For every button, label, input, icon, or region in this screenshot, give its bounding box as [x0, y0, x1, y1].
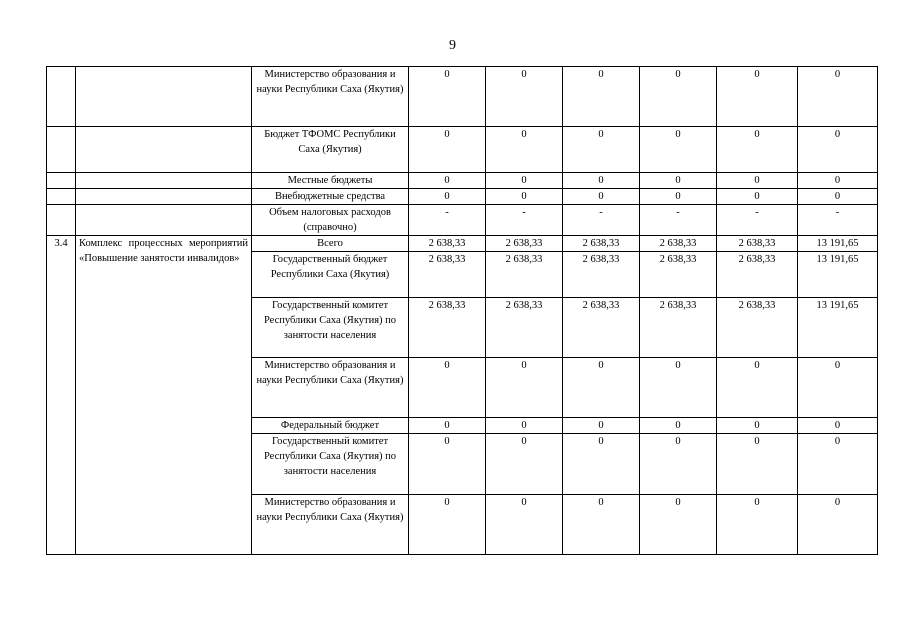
value-cell: 2 638,33 [563, 298, 640, 358]
value-cell: 2 638,33 [563, 252, 640, 298]
program-cell [76, 127, 252, 173]
value-cell: 0 [409, 127, 486, 173]
value-cell: 0 [486, 173, 563, 189]
funding-source-cell: Бюджет ТФОМС Республики Саха (Якутия) [252, 127, 409, 173]
value-cell: 0 [409, 173, 486, 189]
value-cell: 2 638,33 [486, 236, 563, 252]
funding-source-cell: Федеральный бюджет [252, 418, 409, 434]
total-value-cell: 0 [798, 434, 878, 495]
row-number-cell [47, 205, 76, 236]
page-number: 9 [449, 38, 456, 53]
value-cell: 0 [409, 434, 486, 495]
value-cell: 2 638,33 [717, 298, 798, 358]
table-row [47, 67, 878, 127]
value-cell: 0 [717, 358, 798, 418]
value-cell: 0 [409, 358, 486, 418]
funding-source-cell: Министерство образования и науки Республики Саха (Якутия) [252, 495, 409, 555]
value-cell: 0 [717, 189, 798, 205]
total-value-cell: 0 [798, 418, 878, 434]
funding-source-cell: Внебюджетные средства [252, 189, 409, 205]
value-cell: - [563, 205, 640, 236]
row-number-cell [47, 189, 76, 205]
value-cell: 2 638,33 [717, 236, 798, 252]
table-row [47, 205, 878, 236]
value-cell: 0 [563, 189, 640, 205]
value-cell: 0 [640, 434, 717, 495]
table-row [47, 173, 878, 189]
value-cell: 0 [717, 67, 798, 127]
total-value-cell: 0 [798, 67, 878, 127]
value-cell: 0 [563, 173, 640, 189]
value-cell: 0 [409, 495, 486, 555]
table-row [47, 236, 878, 252]
value-cell: 0 [717, 173, 798, 189]
funding-source-cell: Объем налоговых расходов (справочно) [252, 205, 409, 236]
value-cell: 0 [486, 434, 563, 495]
budget-table [46, 66, 878, 555]
funding-source-cell: Государственный комитет Республики Саха (Якутия) по занятости населения [252, 298, 409, 358]
total-value-cell: 13 191,65 [798, 298, 878, 358]
program-cell: Комплекс процессных мероприятий «Повышение занятости инвалидов» [76, 236, 252, 555]
value-cell: 0 [563, 495, 640, 555]
program-cell [76, 189, 252, 205]
value-cell: 0 [486, 67, 563, 127]
funding-source-cell: Государственный комитет Республики Саха (Якутия) по занятости населения [252, 434, 409, 495]
total-value-cell: 13 191,65 [798, 236, 878, 252]
value-cell: 2 638,33 [640, 252, 717, 298]
value-cell: 2 638,33 [486, 298, 563, 358]
value-cell: 0 [486, 127, 563, 173]
funding-source-cell: Местные бюджеты [252, 173, 409, 189]
value-cell: 0 [640, 127, 717, 173]
value-cell: 0 [409, 189, 486, 205]
value-cell: 2 638,33 [409, 236, 486, 252]
funding-source-cell: Всего [252, 236, 409, 252]
value-cell: 0 [640, 189, 717, 205]
value-cell: 0 [563, 358, 640, 418]
value-cell: 2 638,33 [409, 252, 486, 298]
value-cell: - [640, 205, 717, 236]
row-number-cell [47, 173, 76, 189]
value-cell: 2 638,33 [640, 298, 717, 358]
value-cell: 0 [717, 127, 798, 173]
value-cell: 0 [717, 495, 798, 555]
value-cell: 0 [563, 418, 640, 434]
total-value-cell: 13 191,65 [798, 252, 878, 298]
table-row [47, 189, 878, 205]
value-cell: 0 [563, 67, 640, 127]
row-number-cell [47, 127, 76, 173]
value-cell: 0 [486, 418, 563, 434]
value-cell: 0 [409, 418, 486, 434]
value-cell: 0 [640, 418, 717, 434]
value-cell: 0 [640, 173, 717, 189]
total-value-cell: 0 [798, 189, 878, 205]
total-value-cell: 0 [798, 495, 878, 555]
value-cell: 2 638,33 [717, 252, 798, 298]
table-row [47, 127, 878, 173]
value-cell: 0 [640, 495, 717, 555]
value-cell: 0 [640, 67, 717, 127]
value-cell: 0 [563, 127, 640, 173]
value-cell: 2 638,33 [409, 298, 486, 358]
row-number-cell [47, 67, 76, 127]
value-cell: 0 [486, 358, 563, 418]
row-number-cell: 3.4 [47, 236, 76, 555]
value-cell: 2 638,33 [563, 236, 640, 252]
total-value-cell: 0 [798, 358, 878, 418]
value-cell: 0 [717, 418, 798, 434]
value-cell: - [486, 205, 563, 236]
value-cell: - [409, 205, 486, 236]
funding-source-cell: Государственный бюджет Республики Саха (Якутия) [252, 252, 409, 298]
program-cell [76, 173, 252, 189]
program-cell [76, 67, 252, 127]
value-cell: - [717, 205, 798, 236]
value-cell: 0 [640, 358, 717, 418]
value-cell: 0 [717, 434, 798, 495]
value-cell: 2 638,33 [640, 236, 717, 252]
value-cell: 2 638,33 [486, 252, 563, 298]
program-cell [76, 205, 252, 236]
total-value-cell: 0 [798, 173, 878, 189]
funding-source-cell: Министерство образования и науки Республики Саха (Якутия) [252, 67, 409, 127]
value-cell: 0 [486, 189, 563, 205]
value-cell: 0 [409, 67, 486, 127]
funding-source-cell: Министерство образования и науки Республики Саха (Якутия) [252, 358, 409, 418]
value-cell: 0 [563, 434, 640, 495]
value-cell: 0 [486, 495, 563, 555]
total-value-cell: 0 [798, 127, 878, 173]
total-value-cell: - [798, 205, 878, 236]
